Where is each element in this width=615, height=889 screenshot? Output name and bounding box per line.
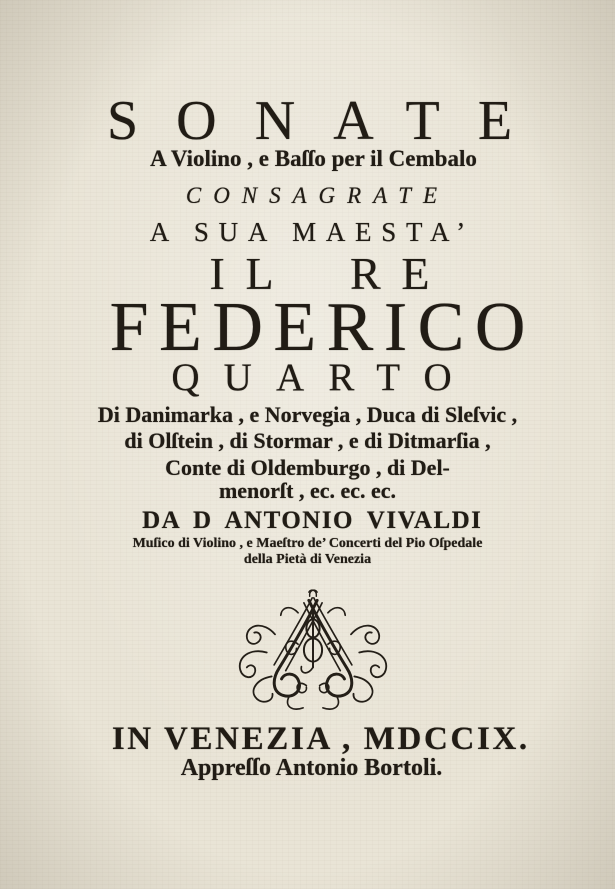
publisher-line: Appreſſo Antonio Bortoli. [180, 755, 443, 781]
royal-titles-line-3: Conte di Oldemburgo , di Del- [165, 455, 450, 480]
printer-monogram-ornament-icon [230, 588, 396, 712]
royal-titles-line-4: menorſt , ec. ec. ec. [218, 478, 397, 503]
instrumentation-line: A Violino , e Baſſo per il Cembalo [150, 146, 477, 171]
imprint-line: IN VENEZIA , MDCCIX. [111, 721, 530, 757]
work-title: SONATE [106, 90, 551, 152]
royal-titles-line-1: Di Danimarka , e Norvegia , Duca di Sleſvic , [97, 402, 518, 427]
majesty-line: A SUA MAESTA’ [149, 217, 475, 247]
author-description-line-2: della Pietà di Venezia [243, 552, 372, 567]
author-description-line-1: Muſico di Violino , e Maeſtro de’ Concerti del Pio Oſpedale [132, 536, 483, 551]
king-name: FEDERICO [109, 289, 536, 366]
author-line: DA D ANTONIO VIVALDI [142, 507, 483, 534]
monogram-ornament-icon [230, 588, 396, 712]
king-line: IL RE [209, 248, 451, 299]
king-ordinal: QUARTO [171, 356, 476, 399]
dedication-word: CONSAGRATE [185, 183, 450, 208]
royal-titles-line-2: di Olſtein , di Stormar , e di Ditmarſia , [124, 428, 491, 453]
